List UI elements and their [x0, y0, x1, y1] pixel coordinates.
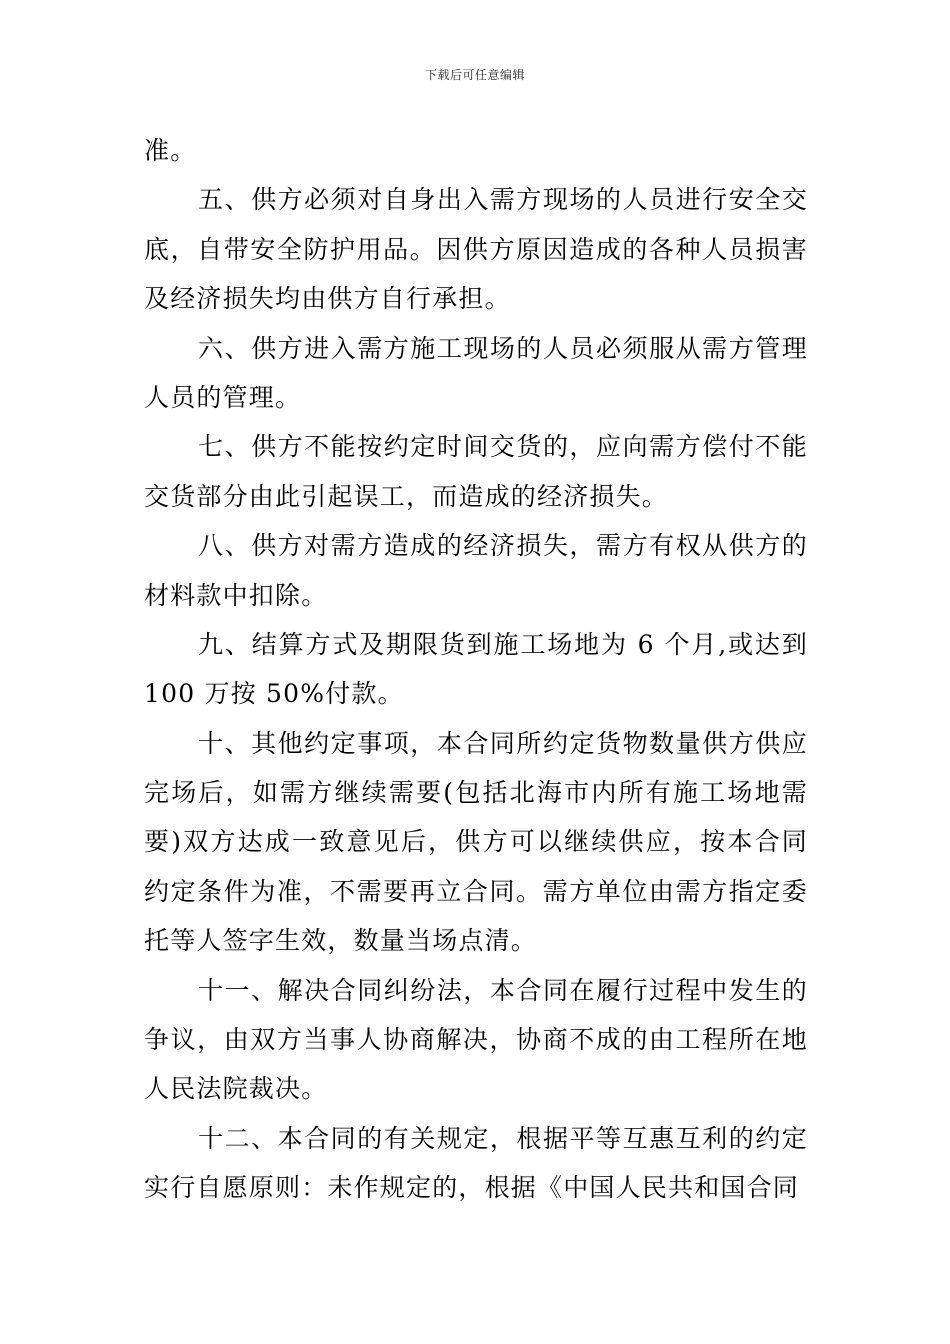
body-line: 人民法院裁决。 — [144, 1074, 328, 1104]
body-line: 100 万按 50%付款。 — [144, 679, 404, 709]
body-line: 实行自愿原则：未作规定的，根据《中国人民共和国合同 — [144, 1173, 800, 1203]
body-line: 托等人签字生效，数量当场点清。 — [144, 926, 538, 956]
body-line: 十二、本合同的有关规定，根据平等互惠互利的约定 — [198, 1123, 808, 1153]
body-line: 十一、解决合同纠纷法，本合同在履行过程中发生的 — [198, 975, 808, 1005]
body-line: 底，自带安全防护用品。因供方原因造成的各种人员损害 — [144, 234, 808, 264]
body-line: 五、供方必须对自身出入需方现场的人员进行安全交 — [198, 185, 808, 215]
body-line: 准。 — [144, 136, 197, 165]
body-line: 交货部分由此引起误工，而造成的经济损失。 — [144, 481, 669, 511]
body-line: 材料款中扣除。 — [144, 580, 328, 610]
body-line: 约定条件为准，不需要再立合同。需方单位由需方指定委 — [144, 876, 808, 906]
body-line: 六、供方进入需方施工现场的人员必须服从需方管理 — [198, 333, 808, 363]
body-line: 争议，由双方当事人协商解决，协商不成的由工程所在地 — [144, 1025, 808, 1055]
body-line: 九、结算方式及期限货到施工场地为 6 个月,或达到 — [198, 629, 808, 659]
body-line: 完场后，如需方继续需要(包括北海市内所有施工场地需 — [144, 778, 808, 808]
body-line: 七、供方不能按约定时间交货的，应向需方偿付不能 — [198, 432, 808, 462]
body-line: 十、其他约定事项，本合同所约定货物数量供方供应 — [198, 728, 808, 758]
body-line: 及经济损失均由供方自行承担。 — [144, 284, 511, 314]
body-line: 人员的管理。 — [144, 382, 302, 412]
contract-body — [144, 126, 808, 1213]
page-header: 下载后可任意编辑 — [424, 68, 525, 82]
body-line: 八、供方对需方造成的经济损失，需方有权从供方的 — [198, 531, 808, 561]
body-line: 要)双方达成一致意见后，供方可以继续供应，按本合同 — [144, 827, 808, 857]
